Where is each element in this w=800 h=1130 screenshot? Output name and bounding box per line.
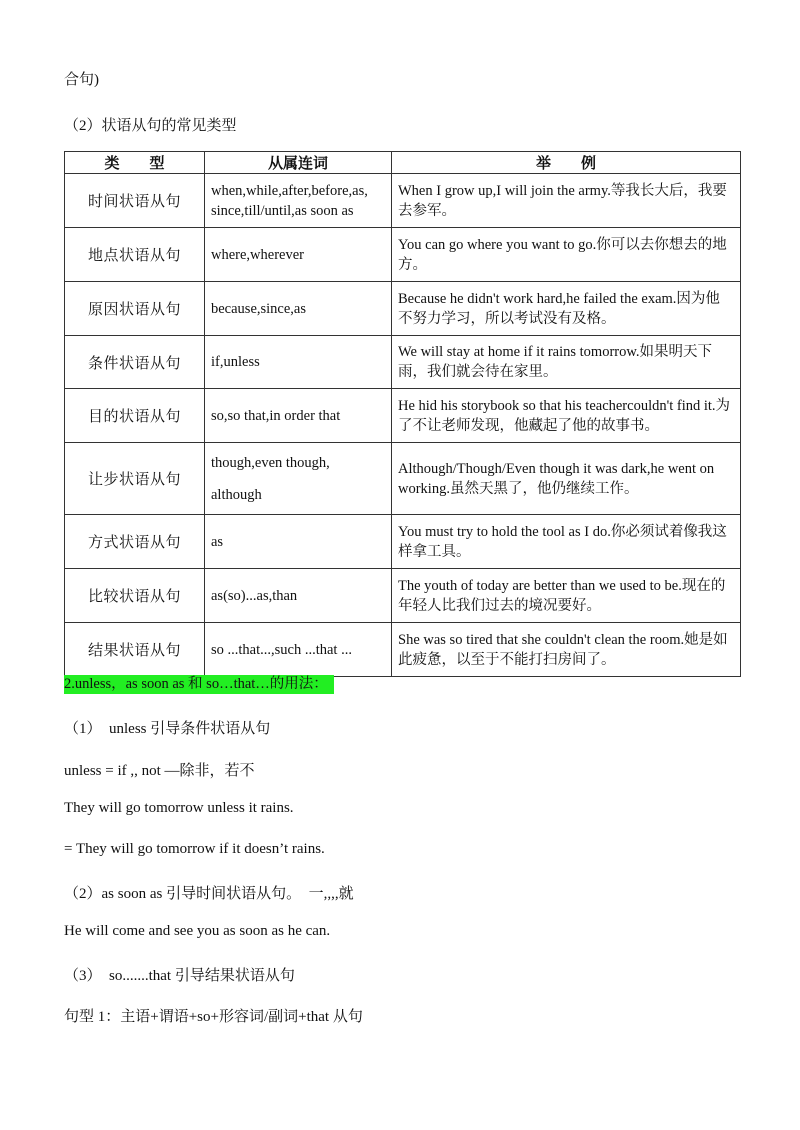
clause-example: Because he didn't work hard,he failed the exam.因为他不努力学习，所以考试没有及格。 bbox=[392, 282, 741, 336]
clause-example: She was so tired that she couldn't clean the room.她是如此疲惫，以至于不能打扫房间了。 bbox=[392, 623, 741, 677]
table-header-row bbox=[65, 152, 741, 174]
clause-conjunctions: when,while,after,before,as, since,till/until,as soon as bbox=[205, 174, 392, 228]
clause-type: 地点状语从句 bbox=[65, 228, 205, 282]
body-line-so-that-heading: （3） so.......that 引导结果状语从句 bbox=[64, 968, 295, 984]
clause-type: 条件状语从句 bbox=[65, 336, 205, 389]
conj-line-1: though,even though, bbox=[211, 454, 330, 471]
table-row bbox=[65, 282, 741, 336]
header-type: 类 型 bbox=[65, 152, 205, 174]
clause-conjunctions: as bbox=[205, 515, 392, 569]
conj-line-2: although bbox=[211, 486, 262, 503]
section-heading: （2）状语从句的常见类型 bbox=[64, 118, 237, 134]
header-example: 举 例 bbox=[392, 152, 741, 174]
table-row bbox=[65, 336, 741, 389]
body-line-unless-definition: unless = if ,, not —除非，若不 bbox=[64, 763, 255, 779]
table-row bbox=[65, 443, 741, 515]
body-line-example-3: He will come and see you as soon as he can. bbox=[64, 923, 331, 939]
clause-example: The youth of today are better than we used to be.现在的年轻人比我们过去的境况要好。 bbox=[392, 569, 741, 623]
clause-type: 比较状语从句 bbox=[65, 569, 205, 623]
clause-example: You can go where you want to go.你可以去你想去的地方。 bbox=[392, 228, 741, 282]
body-line-example-2: = They will go tomorrow if it doesn’t rains. bbox=[64, 841, 325, 857]
clause-conjunctions: if,unless bbox=[205, 336, 392, 389]
clause-type: 让步状语从句 bbox=[65, 443, 205, 515]
clause-conjunctions: so ...that...,such ...that ... bbox=[205, 623, 392, 677]
clause-type: 原因状语从句 bbox=[65, 282, 205, 336]
top-fragment-text: 合句) bbox=[64, 72, 99, 88]
clause-conjunctions: because,since,as bbox=[205, 282, 392, 336]
body-line-unless-heading: （1） unless 引导条件状语从句 bbox=[64, 721, 271, 737]
clause-type: 结果状语从句 bbox=[65, 623, 205, 677]
body-line-pattern-1: 句型 1：主语+谓语+so+形容词/副词+that 从句 bbox=[64, 1009, 363, 1025]
clause-type: 方式状语从句 bbox=[65, 515, 205, 569]
table-row bbox=[65, 174, 741, 228]
table-row bbox=[65, 228, 741, 282]
body-line-example-1: They will go tomorrow unless it rains. bbox=[64, 800, 294, 816]
clause-example: You must try to hold the tool as I do.你必须试着像我这样拿工具。 bbox=[392, 515, 741, 569]
clause-type: 时间状语从句 bbox=[65, 174, 205, 228]
clause-conjunctions: so,so that,in order that bbox=[205, 389, 392, 443]
highlighted-heading: 2.unless，as soon as 和 so…that…的用法： bbox=[64, 675, 334, 694]
clause-conjunctions bbox=[205, 443, 392, 515]
clause-example: He hid his storybook so that his teachercouldn't find it.为了不让老师发现，他藏起了他的故事书。 bbox=[392, 389, 741, 443]
clause-example: When I grow up,I will join the army.等我长大后，我要去参军。 bbox=[392, 174, 741, 228]
clause-example: We will stay at home if it rains tomorrow.如果明天下雨，我们就会待在家里。 bbox=[392, 336, 741, 389]
table-row bbox=[65, 623, 741, 677]
clause-conjunctions: where,wherever bbox=[205, 228, 392, 282]
header-conjunctions: 从属连词 bbox=[205, 152, 392, 174]
body-line-as-soon-as-heading: （2）as soon as 引导时间状语从句。 一,,,,就 bbox=[64, 886, 354, 902]
clause-type: 目的状语从句 bbox=[65, 389, 205, 443]
table-row bbox=[65, 569, 741, 623]
table-row bbox=[65, 389, 741, 443]
table-row bbox=[65, 515, 741, 569]
adverbial-clause-table bbox=[64, 151, 741, 677]
clause-example: Although/Though/Even though it was dark,he went on working.虽然天黑了，他仍继续工作。 bbox=[392, 443, 741, 515]
clause-conjunctions: as(so)...as,than bbox=[205, 569, 392, 623]
